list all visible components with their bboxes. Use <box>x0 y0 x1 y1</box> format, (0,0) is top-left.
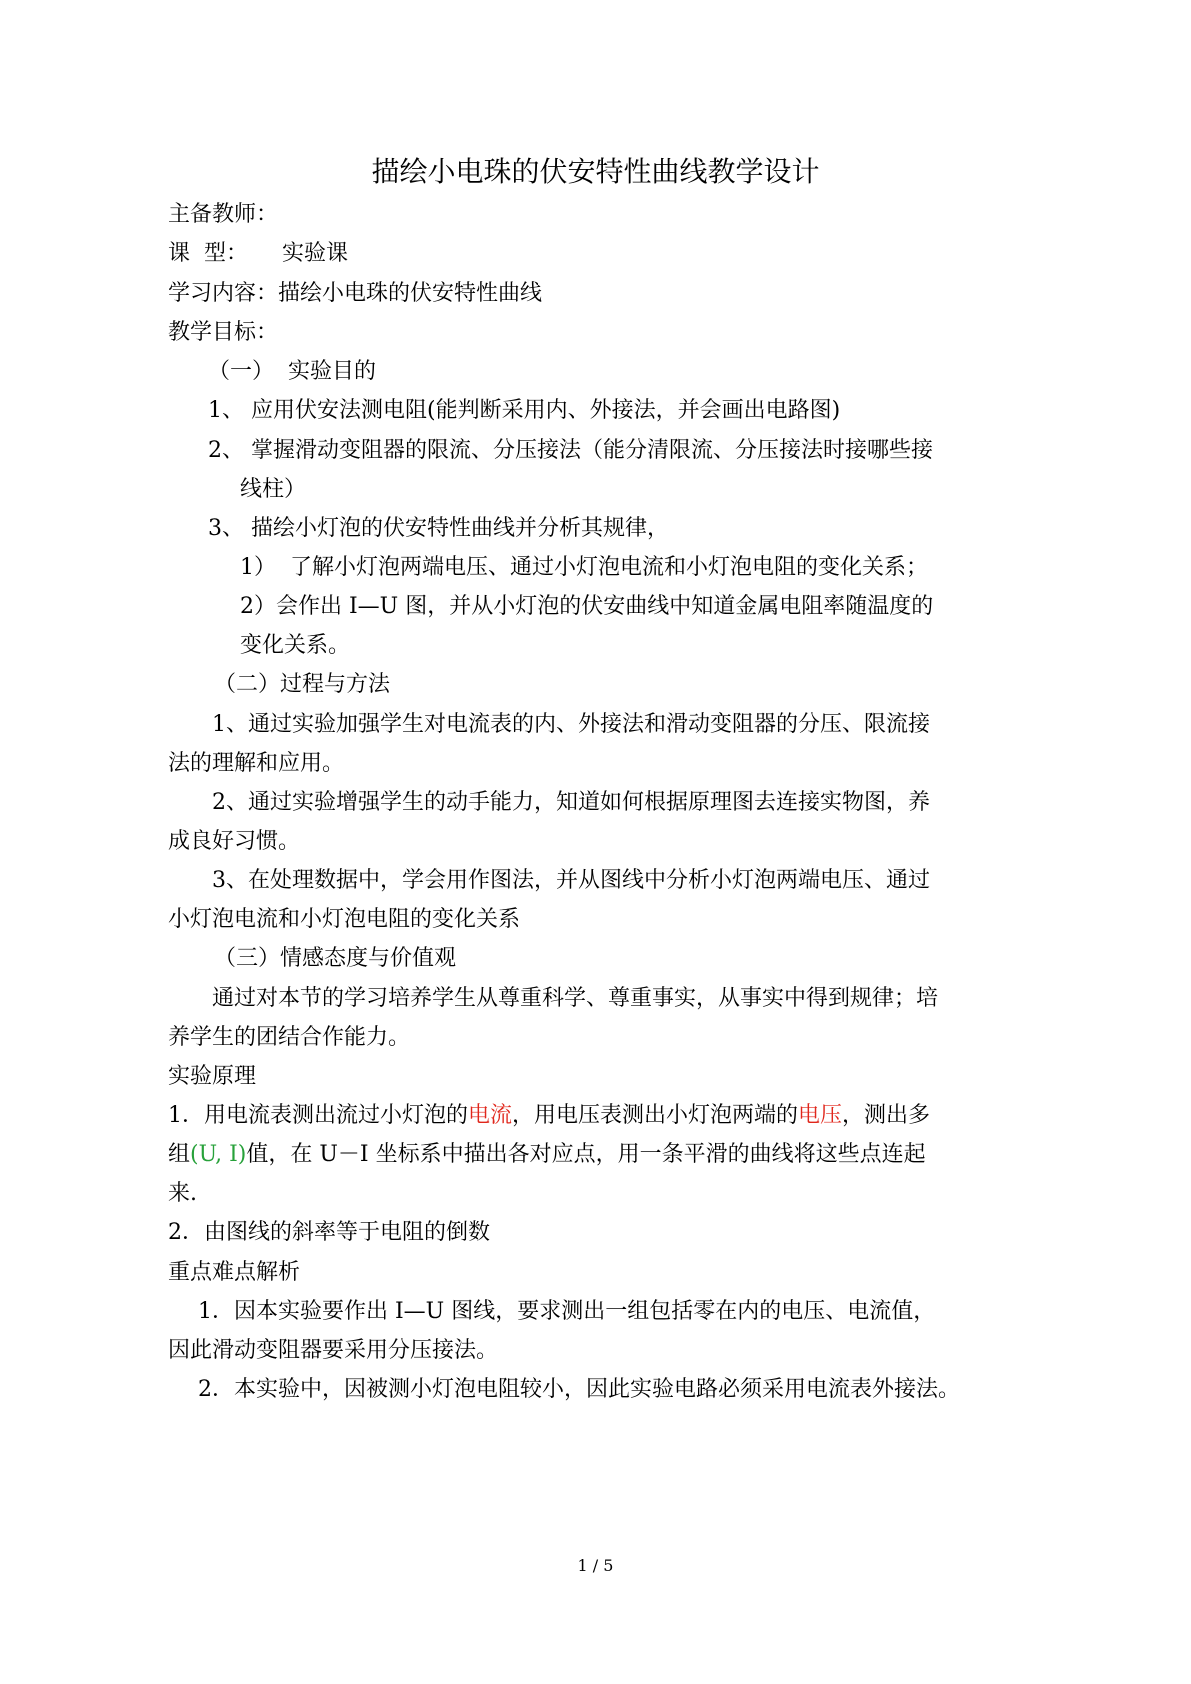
page-number: 1 / 5 <box>577 1556 614 1575</box>
course-type-line <box>168 239 348 269</box>
key-p1b: 因此滑动变阻器要采用分压接法。 <box>168 1338 499 1363</box>
sec1-item1: 1、 应用伏安法测电阻(能判断采用内、外接法，并会画出电路图) <box>208 398 841 423</box>
voltage-highlight: 电压 <box>798 1103 843 1128</box>
sec1-sub2a: 2）会作出 I—U 图，并从小灯泡的伏安曲线中知道金属电阻率随温度的 <box>240 594 934 619</box>
ui-pair-highlight: (U, I) <box>190 1142 247 1167</box>
sec1-sub2b: 变化关系。 <box>240 633 351 658</box>
sec2-p3a: 3、在处理数据中，学会用作图法，并从图线中分析小灯泡两端电压、通过 <box>212 868 930 893</box>
current-highlight: 电流 <box>468 1103 513 1128</box>
content-label: 学习内容： <box>168 281 279 306</box>
principle-line3: 来. <box>168 1181 197 1206</box>
document-title: 描绘小电珠的伏安特性曲线教学设计 <box>371 155 820 188</box>
sec2-p1b: 法的理解和应用。 <box>168 751 345 776</box>
principle-line2-post: 值，在 U－I 坐标系中描出各对应点，用一条平滑的曲线将这些点连起 <box>246 1142 926 1167</box>
sec2-p3b: 小灯泡电流和小灯泡电阻的变化关系 <box>168 907 521 932</box>
sec1-sub1: 1） 了解小灯泡两端电压、通过小灯泡电流和小灯泡电阻的变化关系； <box>240 555 928 580</box>
principle-line1-pre: 1．用电流表测出流过小灯泡的 <box>168 1103 468 1128</box>
sec1-item3: 3、 描绘小灯泡的伏安特性曲线并分析其规律， <box>208 516 669 541</box>
principle-line1-post: ，测出多 <box>842 1103 931 1128</box>
section3-heading: （三）情感态度与价值观 <box>214 946 457 971</box>
sec1-item2b: 线柱） <box>240 477 307 502</box>
section1-heading: （一） 实验目的 <box>208 359 376 384</box>
sec3-pb: 养学生的团结合作能力。 <box>168 1025 411 1050</box>
sec2-p2b: 成良好习惯。 <box>168 829 301 854</box>
principle-line2-pre: 组 <box>168 1142 191 1167</box>
teacher-label: 主备教师： <box>168 202 279 227</box>
course-type-label: 课 型： <box>168 241 248 266</box>
key-heading: 重点难点解析 <box>168 1260 301 1285</box>
sec1-item2a: 2、 掌握滑动变阻器的限流、分压接法（能分清限流、分压接法时接哪些接 <box>208 438 933 463</box>
section2-heading: （二）过程与方法 <box>214 672 391 697</box>
principle-line2 <box>168 1140 926 1170</box>
key-p1a: 1．因本实验要作出 I—U 图线，要求测出一组包括零在内的电压、电流值， <box>198 1299 936 1324</box>
content-value: 描绘小电珠的伏安特性曲线 <box>278 281 543 306</box>
principle-line1-mid: ，用电压表测出小灯泡两端的 <box>512 1103 799 1128</box>
goals-label: 教学目标： <box>168 320 279 345</box>
sec2-p2a: 2、通过实验增强学生的动手能力，知道如何根据原理图去连接实物图，养 <box>212 790 930 815</box>
principle-heading: 实验原理 <box>168 1064 257 1089</box>
course-type-value: 实验课 <box>282 241 349 266</box>
sec2-p1a: 1、通过实验加强学生对电流表的内、外接法和滑动变阻器的分压、限流接 <box>212 712 930 737</box>
principle-line4: 2．由图线的斜率等于电阻的倒数 <box>168 1220 490 1245</box>
content-line <box>168 279 542 309</box>
key-p2: 2．本实验中，因被测小灯泡电阻较小，因此实验电路必须采用电流表外接法。 <box>198 1377 960 1402</box>
sec3-pa: 通过对本节的学习培养学生从尊重科学、尊重事实，从事实中得到规律；培 <box>212 986 939 1011</box>
principle-line1 <box>168 1101 930 1131</box>
